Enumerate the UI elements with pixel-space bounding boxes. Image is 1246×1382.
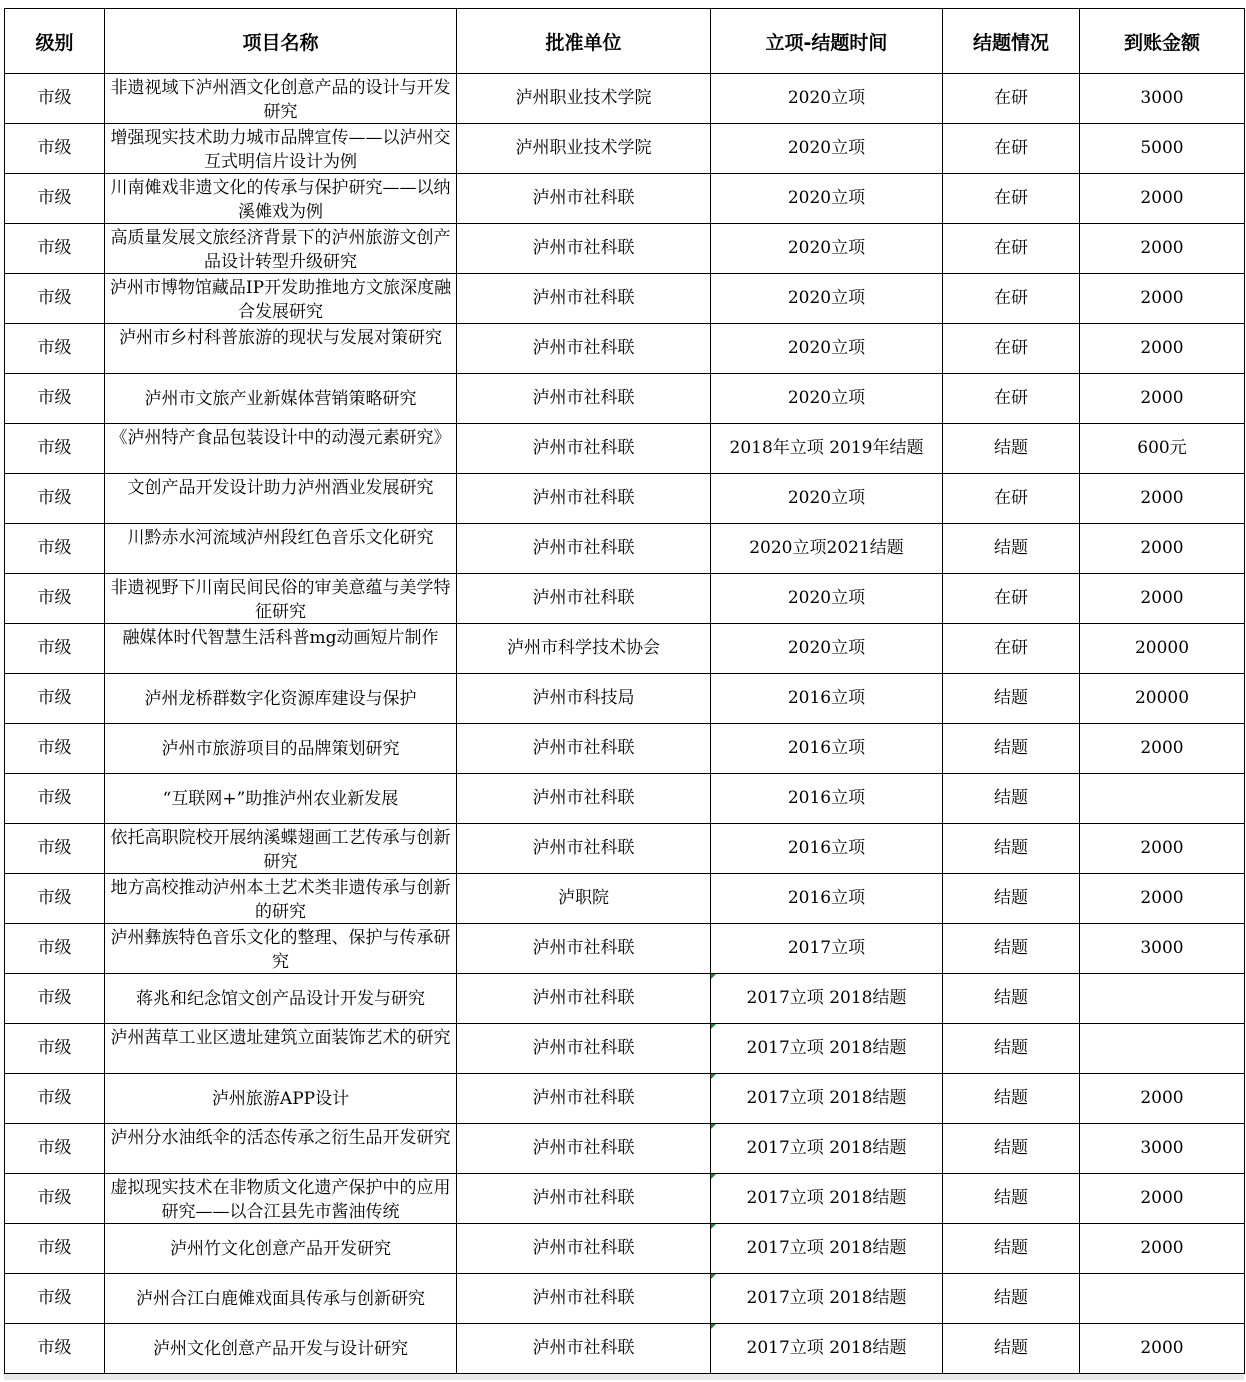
cell-amount: 2000 — [1080, 1324, 1245, 1374]
project-name-text: 融媒体时代智慧生活科普mg动画短片制作 — [122, 627, 439, 648]
cell-level: 市级 — [5, 424, 105, 474]
cell-level: 市级 — [5, 974, 105, 1024]
cell-time — [711, 1174, 943, 1224]
cell-project-name — [105, 74, 457, 124]
cell-approval-unit: 泸州市社科联 — [457, 1024, 711, 1074]
cell-project-name — [105, 974, 457, 1024]
cell-approval-unit: 泸州市社科联 — [457, 224, 711, 274]
time-text: 2017立项 2018结题 — [746, 1238, 907, 1258]
cell-project-name — [105, 1024, 457, 1074]
cell-time — [711, 924, 943, 974]
cell-marker-icon — [711, 1224, 716, 1229]
cell-time — [711, 1274, 943, 1324]
time-text: 2017立项 2018结题 — [746, 1338, 907, 1358]
table-row — [5, 474, 1245, 524]
cell-level: 市级 — [5, 1024, 105, 1074]
cell-level: 市级 — [5, 324, 105, 374]
cell-approval-unit: 泸职院 — [457, 874, 711, 924]
cell-amount — [1080, 974, 1245, 1024]
cell-project-name — [105, 824, 457, 874]
sheet-bottom-strip — [4, 1374, 1244, 1380]
header-time: 立项-结题时间 — [711, 9, 943, 74]
cell-approval-unit: 泸州市社科联 — [457, 824, 711, 874]
cell-approval-unit: 泸州市科学技术协会 — [457, 624, 711, 674]
project-name-text: 非遗视域下泸州酒文化创意产品的设计与开发研究 — [110, 77, 451, 122]
cell-project-name — [105, 1074, 457, 1124]
header-name: 项目名称 — [105, 9, 457, 74]
project-name-text: 泸州旅游APP设计 — [211, 1088, 350, 1109]
project-name-text: 泸州市乡村科普旅游的现状与发展对策研究 — [119, 327, 442, 348]
cell-time — [711, 1024, 943, 1074]
cell-status: 结题 — [943, 1224, 1080, 1274]
cell-status: 在研 — [943, 374, 1080, 424]
time-text: 2018年立项 2019年结题 — [729, 438, 924, 458]
time-text: 2020立项 — [787, 238, 866, 258]
cell-time — [711, 1124, 943, 1174]
cell-amount — [1080, 1274, 1245, 1324]
cell-project-name — [105, 1274, 457, 1324]
cell-amount: 3000 — [1080, 74, 1245, 124]
cell-level: 市级 — [5, 1074, 105, 1124]
project-name-text: 川南傩戏非遗文化的传承与保护研究——以纳溪傩戏为例 — [110, 177, 451, 222]
time-text: 2017立项 2018结题 — [746, 1288, 907, 1308]
cell-status: 在研 — [943, 624, 1080, 674]
cell-status: 结题 — [943, 974, 1080, 1024]
cell-approval-unit: 泸州市社科联 — [457, 474, 711, 524]
table-body — [5, 74, 1245, 1374]
table-row — [5, 74, 1245, 124]
cell-status: 结题 — [943, 1024, 1080, 1074]
cell-status: 在研 — [943, 274, 1080, 324]
cell-amount — [1080, 1024, 1245, 1074]
time-text: 2017立项 2018结题 — [746, 1088, 907, 1108]
cell-amount: 20000 — [1080, 624, 1245, 674]
cell-level: 市级 — [5, 1124, 105, 1174]
cell-level: 市级 — [5, 1324, 105, 1374]
cell-approval-unit: 泸州市科技局 — [457, 674, 711, 724]
cell-project-name — [105, 174, 457, 224]
cell-amount: 3000 — [1080, 1124, 1245, 1174]
table-row — [5, 424, 1245, 474]
table-row — [5, 774, 1245, 824]
cell-status: 在研 — [943, 124, 1080, 174]
cell-approval-unit: 泸州市社科联 — [457, 374, 711, 424]
cell-amount: 2000 — [1080, 874, 1245, 924]
cell-approval-unit: 泸州市社科联 — [457, 724, 711, 774]
cell-status: 结题 — [943, 1074, 1080, 1124]
cell-time — [711, 474, 943, 524]
time-text: 2020立项 — [787, 288, 866, 308]
cell-time — [711, 1324, 943, 1374]
cell-time — [711, 524, 943, 574]
cell-approval-unit: 泸州市社科联 — [457, 1224, 711, 1274]
cell-approval-unit: 泸州市社科联 — [457, 924, 711, 974]
cell-level: 市级 — [5, 1274, 105, 1324]
time-text: 2020立项 — [787, 188, 866, 208]
cell-time — [711, 274, 943, 324]
cell-level: 市级 — [5, 124, 105, 174]
cell-amount: 2000 — [1080, 1174, 1245, 1224]
project-name-text: 泸州市博物馆藏品IP开发助推地方文旅深度融合发展研究 — [109, 277, 452, 322]
time-text: 2016立项 — [787, 888, 866, 908]
cell-marker-icon — [711, 974, 716, 979]
cell-approval-unit: 泸州市社科联 — [457, 174, 711, 224]
cell-status: 在研 — [943, 574, 1080, 624]
cell-level: 市级 — [5, 174, 105, 224]
cell-amount: 2000 — [1080, 1224, 1245, 1274]
project-name-text: 依托高职院校开展纳溪蝶翅画工艺传承与创新研究 — [110, 827, 451, 872]
cell-project-name — [105, 224, 457, 274]
cell-status: 结题 — [943, 674, 1080, 724]
cell-time — [711, 1074, 943, 1124]
table-row — [5, 624, 1245, 674]
cell-level: 市级 — [5, 724, 105, 774]
cell-project-name — [105, 674, 457, 724]
cell-approval-unit: 泸州市社科联 — [457, 574, 711, 624]
project-name-text: 泸州市旅游项目的品牌策划研究 — [161, 738, 400, 759]
cell-time — [711, 974, 943, 1024]
cell-time — [711, 874, 943, 924]
project-name-text: 泸州竹文化创意产品开发研究 — [170, 1238, 391, 1259]
table-row — [5, 1174, 1245, 1224]
project-name-text: 泸州龙桥群数字化资源库建设与保护 — [144, 688, 417, 709]
project-name-text: 蒋兆和纪念馆文创产品设计开发与研究 — [136, 988, 425, 1009]
cell-level: 市级 — [5, 1174, 105, 1224]
cell-status: 在研 — [943, 74, 1080, 124]
cell-status: 结题 — [943, 1324, 1080, 1374]
cell-amount: 2000 — [1080, 374, 1245, 424]
cell-project-name — [105, 274, 457, 324]
cell-level: 市级 — [5, 924, 105, 974]
table-row — [5, 924, 1245, 974]
cell-project-name — [105, 1124, 457, 1174]
cell-level: 市级 — [5, 1224, 105, 1274]
time-text: 2016立项 — [787, 738, 866, 758]
time-text: 2017立项 — [787, 938, 866, 958]
time-text: 2020立项 — [787, 588, 866, 608]
cell-status: 结题 — [943, 774, 1080, 824]
cell-time — [711, 324, 943, 374]
cell-approval-unit: 泸州市社科联 — [457, 1074, 711, 1124]
cell-level: 市级 — [5, 674, 105, 724]
cell-status: 结题 — [943, 724, 1080, 774]
cell-project-name — [105, 724, 457, 774]
cell-approval-unit: 泸州市社科联 — [457, 424, 711, 474]
cell-time — [711, 774, 943, 824]
cell-project-name — [105, 124, 457, 174]
cell-status: 在研 — [943, 224, 1080, 274]
project-name-text: 文创产品开发设计助力泸州酒业发展研究 — [127, 477, 434, 498]
cell-status: 在研 — [943, 324, 1080, 374]
table-row — [5, 124, 1245, 174]
cell-level: 市级 — [5, 374, 105, 424]
cell-project-name — [105, 774, 457, 824]
cell-level: 市级 — [5, 74, 105, 124]
table-row — [5, 724, 1245, 774]
cell-marker-icon — [711, 1174, 716, 1179]
cell-level: 市级 — [5, 624, 105, 674]
project-name-text: 川黔赤水河流域泸州段红色音乐文化研究 — [127, 527, 434, 548]
project-name-text: 地方高校推动泸州本土艺术类非遗传承与创新的研究 — [110, 877, 451, 922]
cell-approval-unit: 泸州市社科联 — [457, 1274, 711, 1324]
cell-project-name — [105, 1224, 457, 1274]
cell-approval-unit: 泸州职业技术学院 — [457, 124, 711, 174]
table-row — [5, 574, 1245, 624]
time-text: 2017立项 2018结题 — [746, 988, 907, 1008]
cell-marker-icon — [711, 1274, 716, 1279]
table-row — [5, 1324, 1245, 1374]
table-row — [5, 1024, 1245, 1074]
project-name-text: “互联网+”助推泸州农业新发展 — [162, 788, 399, 809]
time-text: 2020立项 — [787, 138, 866, 158]
table-row — [5, 374, 1245, 424]
header-amount: 到账金额 — [1080, 9, 1245, 74]
time-text: 2017立项 2018结题 — [746, 1188, 907, 1208]
project-name-text: 泸州市文旅产业新媒体营销策略研究 — [144, 388, 417, 409]
cell-marker-icon — [711, 1074, 716, 1079]
cell-project-name — [105, 474, 457, 524]
cell-status: 结题 — [943, 1174, 1080, 1224]
cell-project-name — [105, 374, 457, 424]
cell-approval-unit: 泸州市社科联 — [457, 324, 711, 374]
cell-project-name — [105, 424, 457, 474]
table-row — [5, 1124, 1245, 1174]
table-row — [5, 1274, 1245, 1324]
table-row — [5, 674, 1245, 724]
cell-status: 在研 — [943, 474, 1080, 524]
time-text: 2020立项 — [787, 338, 866, 358]
project-name-text: 泸州茜草工业区遗址建筑立面装饰艺术的研究 — [110, 1027, 451, 1048]
time-text: 2020立项2021结题 — [749, 538, 904, 558]
cell-level: 市级 — [5, 874, 105, 924]
cell-marker-icon — [711, 1024, 716, 1029]
table-row — [5, 174, 1245, 224]
project-name-text: 虚拟现实技术在非物质文化遗产保护中的应用研究——以合江县先市酱油传统 — [110, 1177, 451, 1222]
cell-status: 结题 — [943, 424, 1080, 474]
table-row — [5, 824, 1245, 874]
time-text: 2016立项 — [787, 788, 866, 808]
cell-level: 市级 — [5, 274, 105, 324]
cell-status: 结题 — [943, 824, 1080, 874]
cell-amount: 3000 — [1080, 924, 1245, 974]
cell-amount: 2000 — [1080, 574, 1245, 624]
table-row — [5, 224, 1245, 274]
cell-status: 结题 — [943, 874, 1080, 924]
cell-status: 结题 — [943, 1274, 1080, 1324]
cell-marker-icon — [711, 1324, 716, 1329]
cell-time — [711, 174, 943, 224]
cell-project-name — [105, 924, 457, 974]
header-unit: 批准单位 — [457, 9, 711, 74]
cell-amount: 2000 — [1080, 224, 1245, 274]
cell-amount: 2000 — [1080, 174, 1245, 224]
cell-project-name — [105, 1324, 457, 1374]
table-row — [5, 974, 1245, 1024]
table-row — [5, 1074, 1245, 1124]
time-text: 2016立项 — [787, 838, 866, 858]
time-text: 2017立项 2018结题 — [746, 1038, 907, 1058]
cell-amount: 2000 — [1080, 724, 1245, 774]
cell-project-name — [105, 1174, 457, 1224]
cell-time — [711, 1224, 943, 1274]
cell-marker-icon — [711, 1124, 716, 1129]
cell-project-name — [105, 624, 457, 674]
projects-table — [4, 8, 1245, 1374]
time-text: 2020立项 — [787, 488, 866, 508]
time-text: 2016立项 — [787, 688, 866, 708]
project-name-text: 泸州分水油纸伞的活态传承之衍生品开发研究 — [110, 1127, 451, 1148]
cell-approval-unit: 泸州市社科联 — [457, 974, 711, 1024]
table-row — [5, 524, 1245, 574]
cell-time — [711, 624, 943, 674]
project-name-text: 高质量发展文旅经济背景下的泸州旅游文创产品设计转型升级研究 — [110, 227, 451, 272]
cell-approval-unit: 泸州市社科联 — [457, 774, 711, 824]
cell-status: 在研 — [943, 174, 1080, 224]
cell-level: 市级 — [5, 524, 105, 574]
cell-time — [711, 574, 943, 624]
cell-status: 结题 — [943, 1124, 1080, 1174]
cell-approval-unit: 泸州市社科联 — [457, 1324, 711, 1374]
time-text: 2020立项 — [787, 88, 866, 108]
table-row — [5, 324, 1245, 374]
time-text: 2020立项 — [787, 638, 866, 658]
cell-status: 结题 — [943, 524, 1080, 574]
cell-time — [711, 674, 943, 724]
cell-level: 市级 — [5, 574, 105, 624]
header-status: 结题情况 — [943, 9, 1080, 74]
cell-amount: 2000 — [1080, 274, 1245, 324]
cell-time — [711, 224, 943, 274]
project-name-text: 泸州文化创意产品开发与设计研究 — [153, 1338, 408, 1359]
cell-time — [711, 124, 943, 174]
cell-project-name — [105, 574, 457, 624]
cell-amount: 2000 — [1080, 1074, 1245, 1124]
cell-time — [711, 424, 943, 474]
cell-amount: 2000 — [1080, 524, 1245, 574]
cell-amount — [1080, 774, 1245, 824]
project-name-text: 《泸州特产食品包装设计中的动漫元素研究》 — [110, 427, 451, 448]
table-row — [5, 274, 1245, 324]
time-text: 2017立项 2018结题 — [746, 1138, 907, 1158]
table-row — [5, 1224, 1245, 1274]
cell-amount: 2000 — [1080, 324, 1245, 374]
cell-approval-unit: 泸州市社科联 — [457, 274, 711, 324]
cell-time — [711, 724, 943, 774]
header-level: 级别 — [5, 9, 105, 74]
table-row — [5, 874, 1245, 924]
cell-status: 结题 — [943, 924, 1080, 974]
project-name-text: 泸州合江白鹿傩戏面具传承与创新研究 — [136, 1288, 425, 1309]
cell-approval-unit: 泸州市社科联 — [457, 1124, 711, 1174]
cell-level: 市级 — [5, 474, 105, 524]
cell-amount: 2000 — [1080, 474, 1245, 524]
cell-level: 市级 — [5, 224, 105, 274]
cell-amount: 2000 — [1080, 824, 1245, 874]
cell-project-name — [105, 324, 457, 374]
cell-time — [711, 824, 943, 874]
cell-approval-unit: 泸州市社科联 — [457, 524, 711, 574]
cell-approval-unit: 泸州市社科联 — [457, 1174, 711, 1224]
header-row — [5, 9, 1245, 74]
cell-approval-unit: 泸州职业技术学院 — [457, 74, 711, 124]
time-text: 2020立项 — [787, 388, 866, 408]
cell-level: 市级 — [5, 824, 105, 874]
cell-project-name — [105, 524, 457, 574]
cell-time — [711, 74, 943, 124]
cell-amount: 5000 — [1080, 124, 1245, 174]
cell-project-name — [105, 874, 457, 924]
cell-amount: 20000 — [1080, 674, 1245, 724]
cell-amount: 600元 — [1080, 424, 1245, 474]
cell-level: 市级 — [5, 774, 105, 824]
cell-time — [711, 374, 943, 424]
project-name-text: 泸州彝族特色音乐文化的整理、保护与传承研究 — [110, 927, 451, 972]
project-name-text: 增强现实技术助力城市品牌宣传——以泸州交互式明信片设计为例 — [110, 127, 451, 172]
project-name-text: 非遗视野下川南民间民俗的审美意蕴与美学特征研究 — [110, 577, 451, 622]
